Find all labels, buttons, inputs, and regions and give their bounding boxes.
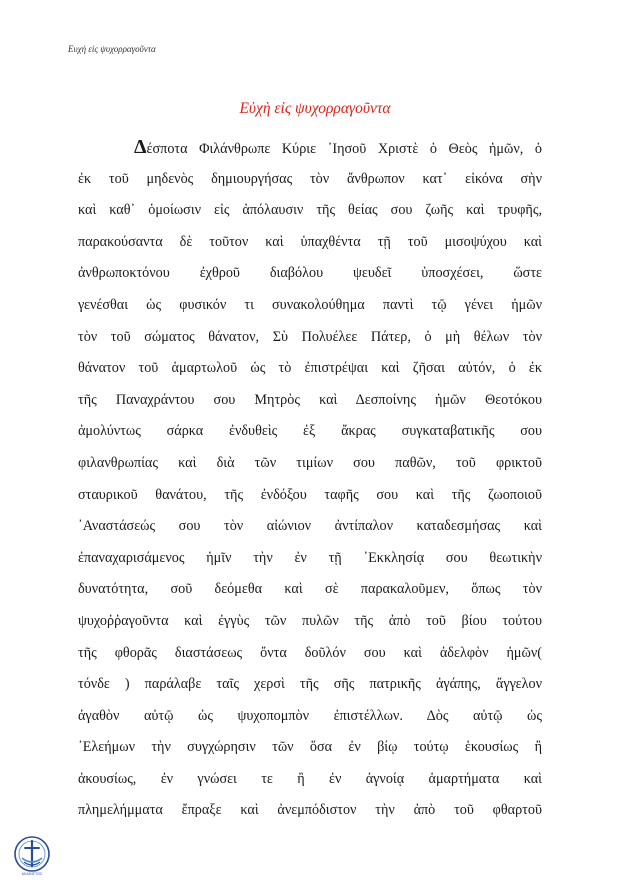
document-title: Εὐχὴ εἰς ψυχορραγοῦντα xyxy=(239,100,391,117)
text-line: φιλανθρωπίας καὶ διὰ τῶν τιμίων σου παθῶν, τοῦ φρικτοῦ xyxy=(78,454,542,471)
text-line: ᾿Αναστάσεώς σου τὸν αἰώνιον ἀντίπαλον καταδεσμήσας καὶ xyxy=(78,518,542,535)
text-line: τῆς Παναχράντου σου Μητρὸς καὶ Δεσποίνης ἡμῶν Θεοτόκου xyxy=(78,391,542,408)
text-line: σταυρικοῦ θανάτου, τῆς ἐνδόξου ταφῆς σου καὶ τῆς ζωοποιοῦ xyxy=(78,486,542,503)
text-line: καὶ καθ᾿ ὁμοίωσιν εἰς ἀπόλαυσιν τῆς θείας σου ζωῆς καὶ τρυφῆς, xyxy=(78,202,542,219)
running-header: Ευχὴ εἰς ψυχορραγοῦντα xyxy=(68,44,156,54)
text-line-content: έσποτα Φιλάνθρωπε Κύριε ᾿Ιησοῦ Χριστὲ ὁ Θεὸς ἡμῶν, ὁ xyxy=(146,141,542,157)
text-line: ἀγαθὸν αὐτῷ ὡς ψυχοπομπὸν ἐπιστέλλων. Δὸς αὐτῷ ὡς xyxy=(78,707,542,724)
text-line: τὸν τοῦ σώματος θάνατον, Σὺ Πολυέλεε Πάτερ, ὁ μὴ θέλων τὸν xyxy=(78,328,542,345)
text-line: ἐκ τοῦ μηδενὸς δημιουργήσας τὸν ἄνθρωπον κατ᾿ εἰκόνα σὴν xyxy=(78,170,542,187)
text-line: ἀμολύντως σάρκα ἐνδυθεὶς ἐξ ἄκρας συγκαταβατικῆς σου xyxy=(78,423,542,440)
text-line xyxy=(78,132,542,164)
text-line: ἀκουσίως, ἐν γνώσει τε ἢ ἐν ἀγνοίᾳ ἁμαρτήματα καὶ xyxy=(78,770,542,787)
text-line: ἐπαναχαρισάμενος ἡμῖν τὴν ἐν τῇ ᾿Εκκλησίᾳ σου θεωτικὴν xyxy=(78,549,542,566)
drop-cap: Δ xyxy=(134,136,147,158)
text-line: τῆς φθορᾶς διαστάσεως ὄντα δοῦλόν σου καὶ ἀδελφὸν ἡμῶν( xyxy=(78,644,542,661)
text-line: δυνατότητα, σοῦ δεόμεθα καὶ σὲ παρακαλοῦμεν, ὅπως τὸν xyxy=(78,581,542,598)
text-line: τόνδε ) παράλαβε ταῖς χερσὶ τῆς σῆς πατρικῆς ἀγάπης, ἄγγελον xyxy=(78,676,542,693)
text-line: πλημελήμματα ἔπραξε καὶ ἀνεμπόδιστον τὴν ἀπὸ τοῦ φθαρτοῦ xyxy=(78,802,542,819)
text-line: ἀνθρωποκτόνου ἐχθροῦ διαβόλου ψευδεῖ ὑποσχέσει, ὥστε xyxy=(78,265,542,282)
text-line: γενέσθαι ὡς φυσικόν τι συνακολούθημα παντὶ τῷ γένει ἡμῶν xyxy=(78,296,542,313)
text-line: θάνατον τοῦ ἁμαρτωλοῦ ὡς τὸ ἐπιστρέψαι καὶ ζῆσαι αὐτόν, ὁ ἐκ xyxy=(78,360,542,377)
text-line: ᾿Ελεήμων τὴν συγχώρησιν τῶν ὅσα ἐν βίῳ τούτῳ ἑκουσίως ἢ xyxy=(78,739,542,756)
text-line: ψυχοῤῥαγοῦντα καὶ ἐγγὺς τῶν πυλῶν τῆς ἀπὸ τοῦ βίου τούτου xyxy=(78,612,542,629)
prayer-body xyxy=(78,132,542,827)
text-line: παρακούσαντα δὲ τοῦτον καὶ ὑπαχθέντα τῇ τοῦ μισοψύχου καὶ xyxy=(78,233,542,250)
publisher-caption: ΑΚΑΘΙΣΤΟΣ xyxy=(21,872,43,876)
